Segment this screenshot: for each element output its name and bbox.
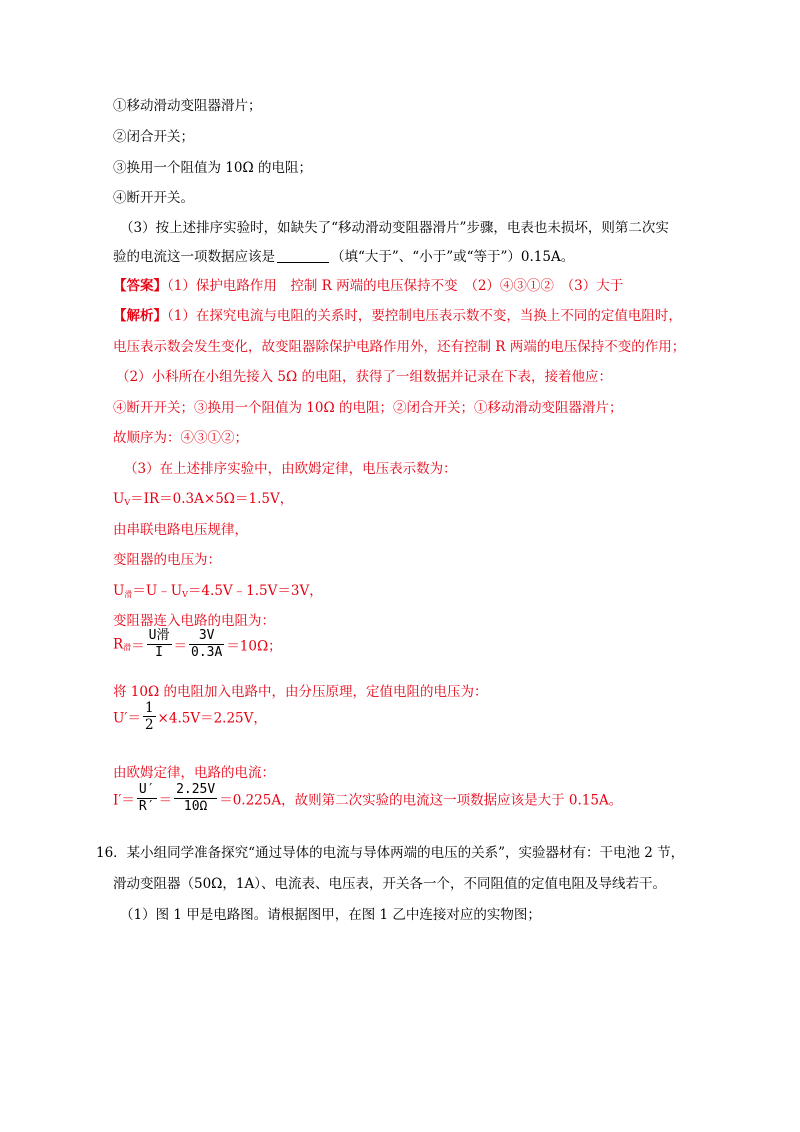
i-prime-label: I′＝ (113, 792, 135, 809)
fraction-225v-over-10ohm: $\frac{2.25V}{10\Omega}$ (176, 782, 216, 814)
analysis-line-13: 由欧姆定律，电路的电流： (113, 765, 275, 781)
analysis-line-4: ④断开开关；③换用一个阻值为 10Ω 的电阻；②闭合开关；①移动滑动变阻器滑片； (113, 400, 623, 416)
voltage-equation: ＝IR＝0.3A×5Ω＝1.5V， (130, 491, 294, 507)
equation-current: I′＝ $\frac{U'}{R'}$ ＝ $\frac{2.25V}{10\Omega}$ ＝0.225A，故则第二次实验的电流这一项数据应该是大于 0.15A。 (113, 782, 623, 814)
fraction-3v-over-03a: $\frac{3V}{0.3A}$ (191, 628, 223, 660)
answer-line (113, 276, 623, 296)
answer-tag: 【答案】 (113, 278, 167, 294)
analysis-line-6: （3）在上述排序实验中，由欧姆定律，电压表示数为： (124, 461, 457, 477)
analysis-line-2: 电压表示数会发生变化，故变阻器除保护电路作用外，还有控制 R 两端的电压保持不变的作用； (113, 339, 686, 355)
question-3-line-2 (113, 247, 574, 267)
analysis-text-1: （1）在探究电流与电阻的关系时，要控制电压表示数不变，当换上不同的定值电阻时， (167, 308, 682, 324)
fraction-u-over-r: $\frac{U'}{R'}$ (138, 782, 155, 814)
analysis-line-8: 由串联电路电压规律， (113, 522, 248, 538)
question-3-line-1: （3）按上述排序实验时，如缺失了“移动滑动变阻器滑片”步骤，电表也未损坏，则第二次实 (120, 220, 669, 236)
answer-blank (277, 248, 329, 263)
rheostat-voltage-symbol: U (113, 583, 125, 599)
analysis-line-5: 故顺序为：④③①②； (113, 430, 248, 446)
analysis-line-1 (113, 306, 682, 326)
resistance-result: ＝10Ω； (226, 638, 282, 655)
resistance-subscript: 滑 (123, 643, 132, 652)
fraction-u-over-i: $\frac{\text{U滑}}{I}$ (148, 628, 170, 660)
step-1: ①移动滑动变阻器滑片； (113, 98, 262, 114)
analysis-line-10 (113, 581, 323, 605)
voltage-subscript: V (124, 498, 131, 507)
question-16-line-2: 滑动变阻器（50Ω，1A）、电流表、电压表，开关各一个，不同阻值的定值电阻及导线若干。 (113, 876, 666, 892)
analysis-line-11: 变阻器连入电路的电阻为： (113, 613, 275, 629)
rheostat-voltage-result: ＝4.5V﹣1.5V＝3V， (187, 583, 323, 599)
voltmeter-subscript: V (182, 590, 188, 599)
current-result: ＝0.225A，故则第二次实验的电流这一项数据应该是大于 0.15A。 (219, 792, 623, 809)
step-4: ④断开开关。 (113, 190, 194, 206)
question-16-line-3: （1）图 1 甲是电路图。请根据图甲，在图 1 乙中连接对应的实物图； (120, 907, 541, 923)
analysis-line-9: 变阻器的电压为： (113, 552, 221, 568)
analysis-line-12: 将 10Ω 的电阻加入电路中，由分压原理，定值电阻的电压为： (113, 684, 488, 700)
voltage-symbol: U (113, 491, 125, 507)
question-3-text-a: 验的电流这一项数据应该是 (113, 249, 275, 265)
question-16-line-1: 16．某小组同学准备探究“通过导体的电流与导体两端的电压的关系”，实验器材有：干电池 2 节， (96, 845, 685, 861)
analysis-line-7 (113, 489, 293, 513)
step-3: ③换用一个阻值为 10Ω 的电阻； (113, 160, 312, 176)
answer-text: （1）保护电路作用 控制 R 两端的电压保持不变 （2）④③①② （3）大于 (167, 278, 624, 294)
question-3-text-b: （填“大于”、“小于”或“等于”）0.15A。 (331, 249, 575, 265)
equation-resistance: $R_滑=$ $\frac{\text{U滑}}{I}$ ＝ $\frac{3V}{0.3A}$ ＝10Ω； (113, 628, 282, 660)
fraction-one-half: $\frac{1}{2}$ (144, 700, 154, 733)
analysis-tag: 【解析】 (113, 308, 167, 324)
resistance-symbol: R (113, 636, 124, 653)
step-2: ②闭合开关； (113, 129, 194, 145)
rheostat-subscript: 滑 (124, 590, 133, 599)
rheostat-voltage-expr: ＝U﹣U (132, 583, 183, 599)
analysis-line-3: （2）小科所在小组先接入 5Ω 的电阻，获得了一组数据并记录在下表，接着他应： (116, 369, 612, 385)
u-prime-result: ×4.5V＝2.25V， (157, 710, 267, 727)
equation-voltage-divider (113, 700, 267, 733)
u-prime-label: U′＝ (113, 710, 141, 727)
